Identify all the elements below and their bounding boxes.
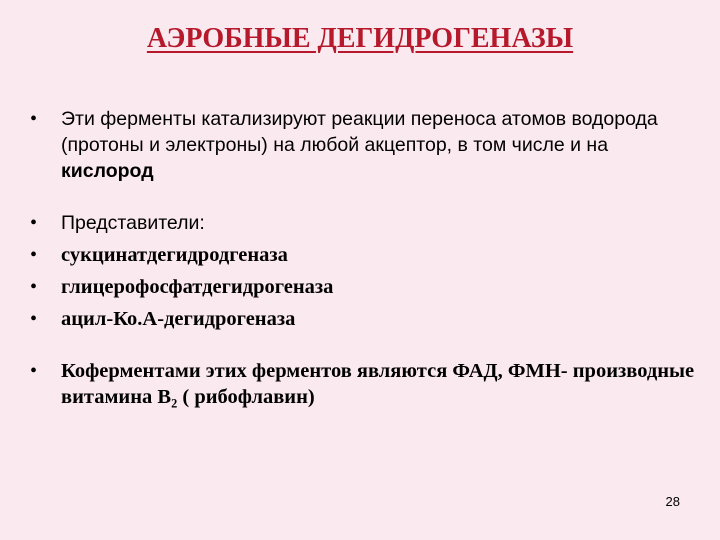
bullet-list [30, 106, 700, 410]
bullet-marker: • [30, 108, 38, 130]
representatives-label: Представители: [61, 212, 205, 234]
bullet-marker: • [30, 308, 38, 330]
bullet-representative [30, 274, 700, 300]
bullet-representative [30, 242, 700, 268]
representative-name: ацил-Ко.А-дегидрогеназа [61, 308, 296, 330]
coenzymes-tail: ( рибофлавин) [177, 386, 315, 408]
representative-name: сукцинатдегидродгеназа [61, 244, 288, 266]
bullet-marker: • [30, 360, 38, 382]
representative-name: глицерофосфатдегидрогеназа [61, 276, 334, 298]
coenzymes-text: Коферментами этих ферментов являются ФАД, ФМН- производные витамина В [61, 360, 695, 408]
bullet-representatives-label [30, 210, 700, 236]
page-number: 28 [665, 494, 680, 509]
bullet-marker: • [30, 212, 38, 234]
slide-title: АЭРОБНЫЕ ДЕГИДРОГЕНАЗЫ [146, 23, 574, 54]
intro-text: Эти ферменты катализируют реакции переноса атомов водорода (протоны и электроны) на любой акцептор, в том числе и на [61, 108, 658, 156]
bullet-marker: • [30, 276, 38, 298]
bullet-coenzymes [30, 358, 700, 410]
intro-bold-tail: кислород [61, 160, 154, 182]
bullet-intro [30, 106, 700, 184]
bullet-representative [30, 306, 700, 332]
bullet-marker: • [30, 244, 38, 266]
coenzymes-subscript: 2 [171, 396, 178, 411]
